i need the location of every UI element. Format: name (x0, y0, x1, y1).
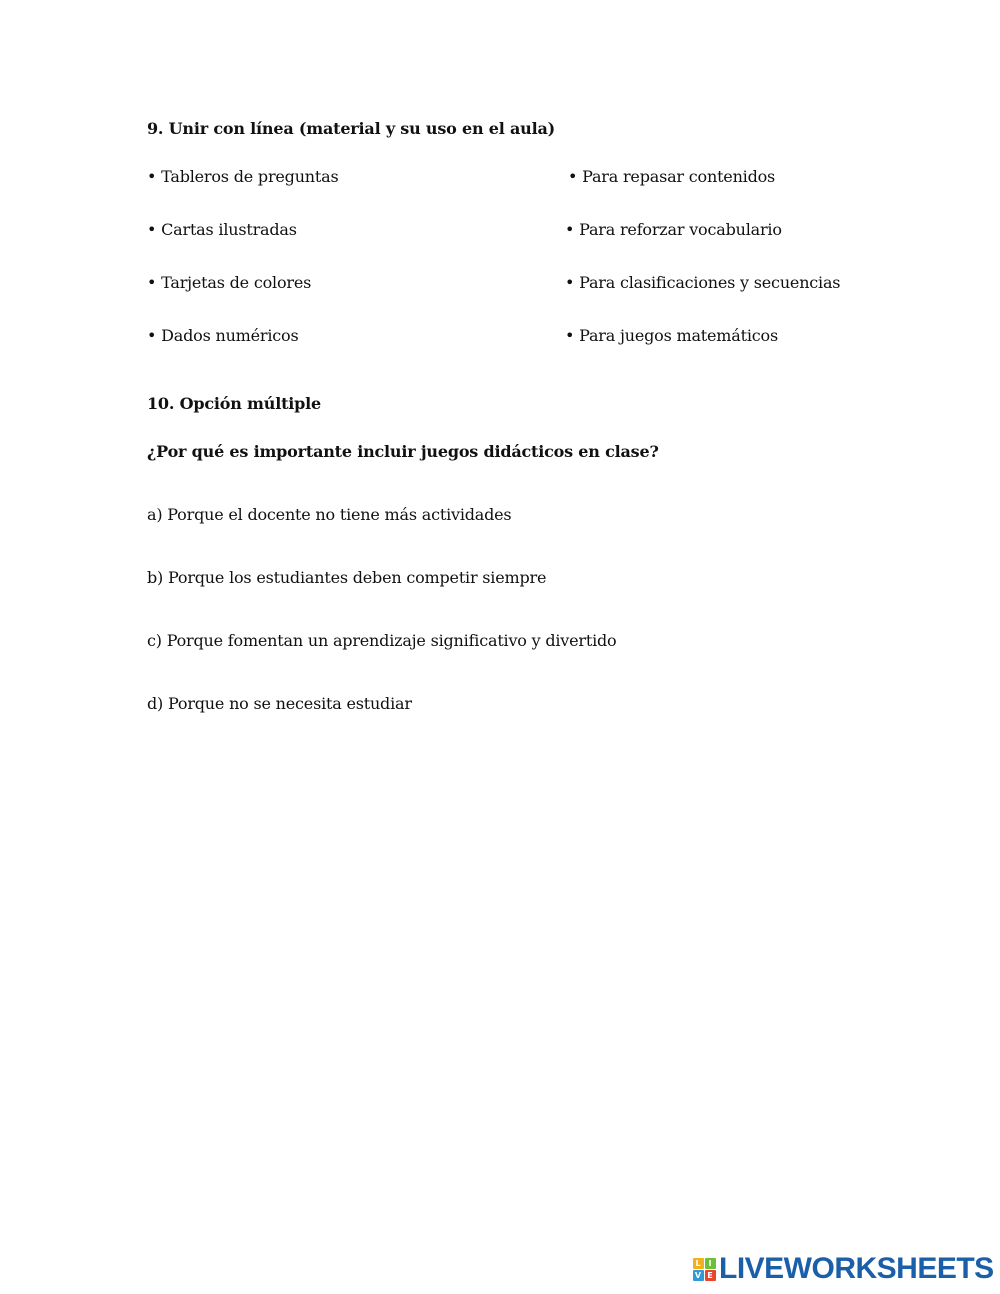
question-10-title: 10. Opción múltiple (147, 394, 321, 413)
logo-mark-cell: L (693, 1258, 704, 1269)
option-c[interactable]: c) Porque fomentan un aprendizaje significativo y divertido (147, 631, 617, 650)
logo-mark-cell: V (693, 1270, 704, 1281)
match-left-item[interactable]: • Tableros de preguntas (147, 167, 339, 186)
option-a[interactable]: a) Porque el docente no tiene más actividades (147, 505, 512, 524)
logo-mark-cell: E (705, 1270, 716, 1281)
question-10-prompt: ¿Por qué es importante incluir juegos didácticos en clase? (147, 442, 659, 461)
liveworksheets-logo (692, 1252, 994, 1285)
liveworksheets-logo-text: LIVEWORKSHEETS (719, 1252, 994, 1285)
match-left-item[interactable]: • Tarjetas de colores (147, 273, 312, 292)
match-right-item[interactable]: • Para clasificaciones y secuencias (565, 273, 841, 292)
option-b[interactable]: b) Porque los estudiantes deben competir siempre (147, 568, 547, 587)
logo-mark-cell: I (705, 1258, 716, 1269)
match-left-item[interactable]: • Dados numéricos (147, 326, 299, 345)
option-d[interactable]: d) Porque no se necesita estudiar (147, 694, 412, 713)
match-right-item[interactable]: • Para juegos matemáticos (565, 326, 778, 345)
liveworksheets-logo-icon (692, 1257, 716, 1281)
match-right-item[interactable]: • Para repasar contenidos (568, 167, 776, 186)
match-right-item[interactable]: • Para reforzar vocabulario (565, 220, 782, 239)
match-left-item[interactable]: • Cartas ilustradas (147, 220, 297, 239)
question-9-title: 9. Unir con línea (material y su uso en el aula) (147, 119, 556, 138)
